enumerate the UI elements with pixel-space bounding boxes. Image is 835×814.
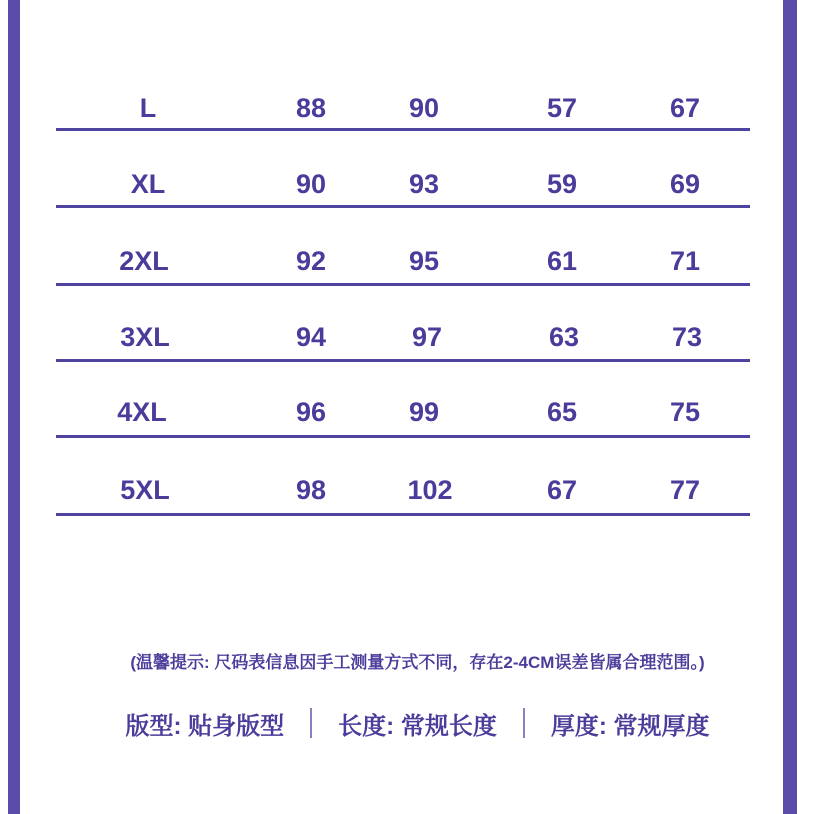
cell-value: 90 bbox=[408, 93, 440, 123]
cell-value: 92 bbox=[295, 246, 327, 276]
cell-value: 67 bbox=[669, 93, 701, 123]
size-label: 5XL bbox=[120, 475, 170, 505]
table-row bbox=[0, 392, 835, 432]
cell-value: 75 bbox=[669, 397, 701, 427]
table-row bbox=[0, 241, 835, 281]
cell-value: 59 bbox=[546, 169, 578, 199]
size-label: L bbox=[139, 93, 157, 123]
cell-value: 67 bbox=[546, 475, 578, 505]
row-divider bbox=[56, 283, 750, 286]
table-row bbox=[0, 317, 835, 357]
cell-value: 98 bbox=[295, 475, 327, 505]
table-row bbox=[0, 164, 835, 204]
thickness-spec: 厚度: 常规厚度 bbox=[550, 712, 710, 740]
cell-value: 93 bbox=[408, 169, 440, 199]
fit-spec: 版型: 贴身版型 bbox=[125, 712, 285, 740]
length-spec: 长度: 常规长度 bbox=[338, 712, 497, 740]
cell-value: 65 bbox=[546, 397, 578, 427]
cell-value: 63 bbox=[548, 322, 580, 352]
cell-value: 88 bbox=[295, 93, 327, 123]
cell-value: 57 bbox=[546, 93, 578, 123]
spec-divider bbox=[523, 708, 525, 738]
cell-value: 102 bbox=[407, 475, 453, 505]
table-row bbox=[0, 470, 835, 510]
cell-value: 90 bbox=[295, 169, 327, 199]
row-divider bbox=[56, 513, 750, 516]
cell-value: 77 bbox=[669, 475, 701, 505]
row-divider bbox=[56, 435, 750, 438]
cell-value: 69 bbox=[669, 169, 701, 199]
cell-value: 94 bbox=[295, 322, 327, 352]
size-label: 2XL bbox=[119, 246, 169, 276]
table-row bbox=[0, 88, 835, 128]
garment-specs bbox=[0, 706, 835, 740]
cell-value: 73 bbox=[671, 322, 703, 352]
cell-value: 99 bbox=[408, 397, 440, 427]
cell-value: 97 bbox=[411, 322, 443, 352]
cell-value: 96 bbox=[295, 397, 327, 427]
row-divider bbox=[56, 205, 750, 208]
cell-value: 61 bbox=[546, 246, 578, 276]
cell-value: 95 bbox=[408, 246, 440, 276]
cell-value: 71 bbox=[669, 246, 701, 276]
measurement-note: (温馨提示: 尺码表信息因手工测量方式不同，存在2-4CM误差皆属合理范围。) bbox=[130, 653, 705, 672]
size-label: 4XL bbox=[117, 397, 167, 427]
row-divider bbox=[56, 359, 750, 362]
spec-divider bbox=[310, 708, 312, 738]
size-label: 3XL bbox=[120, 322, 170, 352]
row-divider bbox=[56, 128, 750, 131]
size-label: XL bbox=[130, 169, 166, 199]
